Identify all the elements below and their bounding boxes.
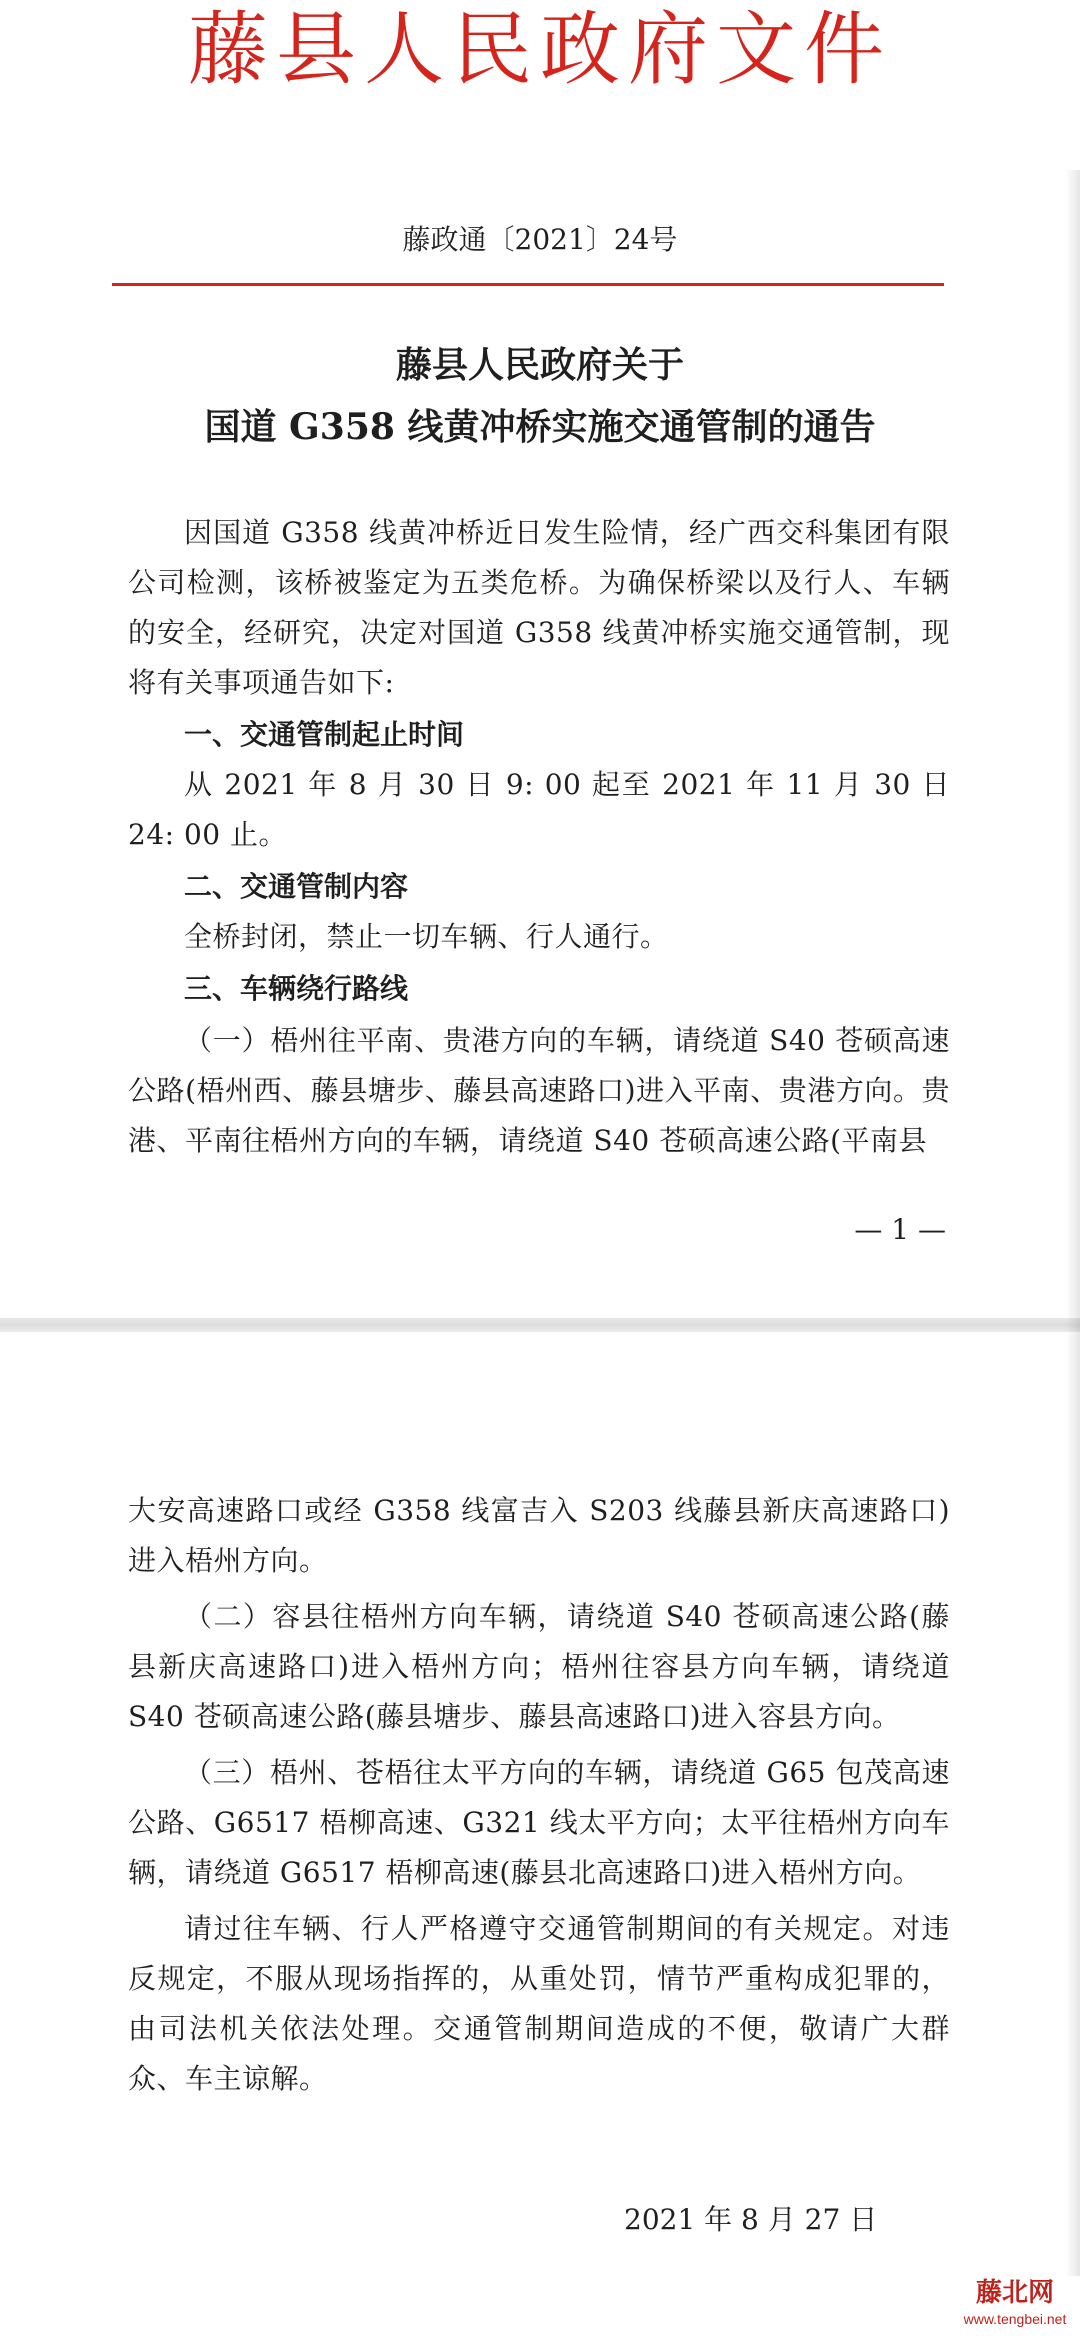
section-2-text: 全桥封闭，禁止一切车辆、行人通行。 — [184, 920, 669, 953]
route-3-text: （三）梧州、苍梧往太平方向的车辆，请绕道 G65 包茂高速公路、G6517 梧柳高速、G321 线太平方向；太平往梧州方向车辆，请绕道 G6517 梧柳高速(藤县北高速路口)进入梧州方向。 — [128, 1756, 950, 1889]
watermark-url: www.tengbei.net — [963, 2311, 1067, 2327]
route-1-text-part-2: 大安高速路口或经 G358 线富吉入 S203 线藤县新庆高速路口)进入梧州方向。 — [128, 1494, 950, 1577]
intro-paragraph: 因国道 G358 线黄冲桥近日发生险情，经广西交科集团有限公司检测，该桥被鉴定为五类危桥。为确保桥梁以及行人、车辆的安全，经研究，决定对国道 G358 线黄冲桥实施交通管制，现将有关事项通告如下: — [128, 516, 950, 699]
page-edge-shadow — [1066, 170, 1080, 2340]
section-3-heading: 三、车辆绕行路线 — [184, 972, 409, 1005]
notice-title-line-1: 藤县人民政府关于 — [395, 344, 684, 386]
route-2-text: （二）容县往梧州方向车辆，请绕道 S40 苍硕高速公路(藤县新庆高速路口)进入梧州方向；梧州往容县方向车辆，请绕道 S40 苍硕高速公路(藤县塘步、藤县高速路口)进入容县方向。 — [128, 1600, 950, 1733]
document-number: 藤政通〔2021〕24号 — [402, 223, 678, 256]
page-number: — 1 — — [854, 1213, 946, 1246]
notice-title-line-2: 国道 G358 线黄冲桥实施交通管制的通告 — [204, 406, 876, 448]
route-1-text-part-1: （一）梧州往平南、贵港方向的车辆，请绕道 S40 苍硕高速公路(梧州西、藤县塘步、藤县高速路口)进入平南、贵港方向。贵港、平南往梧州方向的车辆，请绕道 S40 苍硕高速公路(平南县 — [128, 1024, 950, 1157]
issue-date: 2021 年 8 月 27 日 — [624, 2203, 878, 2236]
red-divider-line — [112, 283, 944, 286]
section-1-heading: 一、交通管制起止时间 — [184, 718, 465, 751]
closing-paragraph: 请过往车辆、行人严格遵守交通管制期间的有关规定。对违反规定，不服从现场指挥的，从重处罚，情节严重构成犯罪的，由司法机关依法处理。交通管制期间造成的不便，敬请广大群众、车主谅解。 — [128, 1912, 950, 2095]
site-watermark — [950, 2276, 1080, 2340]
section-1-text: 从 2021 年 8 月 30 日 9: 00 起至 2021 年 11 月 30 日 24: 00 止。 — [128, 768, 950, 851]
section-2-heading: 二、交通管制内容 — [184, 870, 409, 903]
watermark-name: 藤北网 — [975, 2278, 1054, 2308]
document-header-title: 藤县人民政府文件 — [188, 3, 892, 96]
page-separator — [0, 1318, 1080, 1332]
